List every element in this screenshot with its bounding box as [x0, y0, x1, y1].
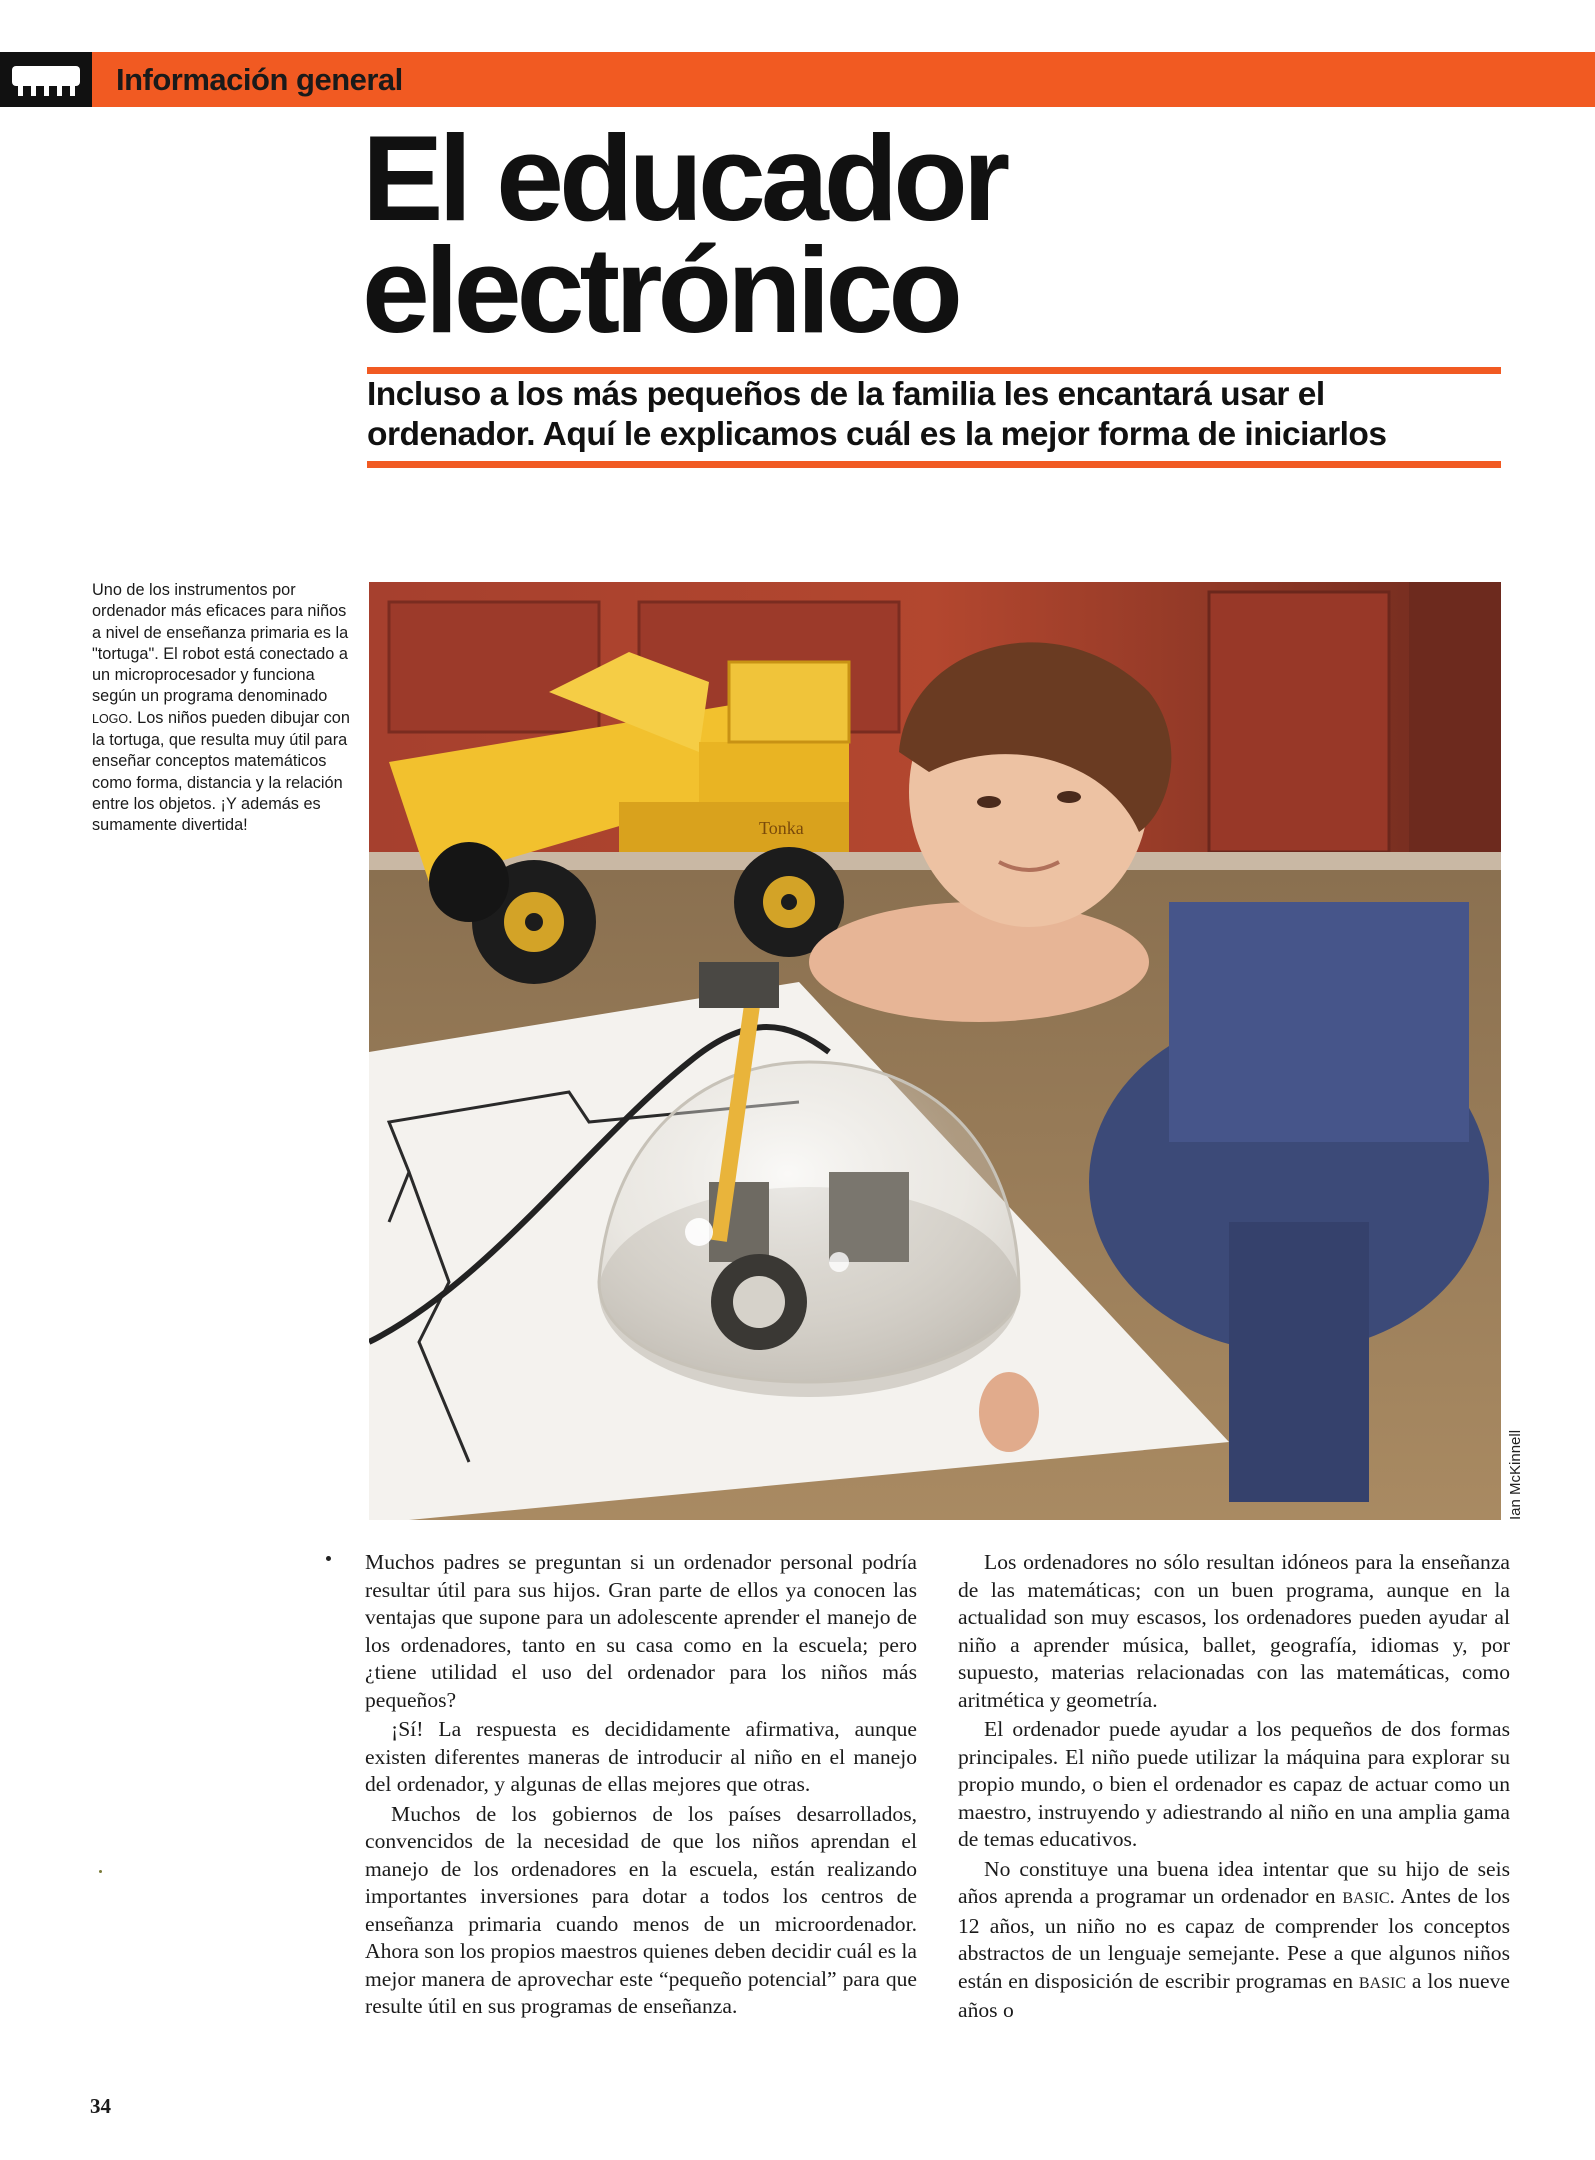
body-paragraph: ¡Sí! La respuesta es decididamente afirmativa, aunque existen diferentes maneras de introducir al niño en el manejo del ordenador, y algunas de ellas mejores que otras. [365, 1717, 917, 1796]
basic-keyword: BASIC [1342, 1890, 1390, 1907]
article-photo [369, 582, 1501, 1520]
page-number: 34 [90, 2094, 111, 2118]
subtitle-rule-top [367, 367, 1501, 374]
section-label: Información general [116, 62, 403, 97]
body-paragraph: El ordenador puede ayudar a los pequeños de dos formas principales. El niño puede utilizar la máquina para explorar su propio mundo, o bien el ordenador es capaz de actuar como un maestro, instruyendo y adiestrando al niño en una amplia gama de temas educativos. [958, 1717, 1510, 1851]
body-column-right [958, 1549, 1510, 2027]
truck-brand-text: Tonka [759, 818, 804, 838]
text-run: . Antes de los 12 años, un niño no es capaz de comprender los conceptos abstractos de un lenguaje semejante. Pese a que algunos niños están en disposición de escribir programas en [958, 1884, 1510, 1993]
photo-credit: Ian McKinnell [1507, 1429, 1524, 1520]
bullet-mark [326, 1556, 331, 1561]
caption-text-before: Uno de los instrumentos por ordenador más eficaces para niños a nivel de enseñanza primaria es la "tortuga". El robot está conectado a un microprocesador y funciona según un programa denominado [92, 581, 349, 706]
basic-keyword: BASIC [1358, 1974, 1407, 1992]
body-paragraph: Los ordenadores no sólo resultan idóneos para la enseñanza de las matemáticas; con un buen programa, aunque en la actualidad son muy escasos, los ordenadores pueden ayudar al niño a aprender música, ballet, geografía, idiomas y, por supuesto, materias relacionadas con las matemáticas, como aritmética y geometría. [958, 1550, 1510, 1712]
subtitle-line-2: ordenador. Aquí le explicamos cuál es la mejor forma de iniciarlos [367, 416, 1387, 453]
section-header-band [0, 52, 1595, 107]
article-title-line-1: El educador [362, 110, 1006, 246]
body-paragraph: Muchos padres se preguntan si un ordenador personal podría resultar útil para sus hijos. Gran parte de ellos ya conocen las ventajas que supone para un adolescente aprender el manejo de los ordenadores, tanto en su casa como en la escuela; pero ¿tiene utilidad el uso del ordenador para los niños más pequeños? [365, 1550, 917, 1712]
chip-icon [0, 52, 92, 107]
article-subtitle [367, 375, 1517, 455]
subtitle-rule-bottom [367, 461, 1501, 468]
caption-text-after: . Los niños pueden dibujar con la tortuga, que resulta muy útil para enseñar conceptos matemáticos como forma, distancia y la relación entre los objetos. ¡Y además es sumamente divertida! [92, 708, 350, 835]
article-title [362, 110, 1512, 358]
photo-caption [92, 580, 357, 837]
body-column-left [365, 1549, 917, 2023]
text-run: a los nueve años o [958, 1968, 1510, 2022]
article-title-line-2: electrónico [362, 222, 958, 358]
subtitle-line-1: Incluso a los más pequeños de la familia les encantará usar el [367, 376, 1325, 413]
margin-speck [99, 1870, 102, 1873]
body-paragraph-last [958, 1856, 1510, 2025]
caption-logo-word: LOGO [92, 711, 129, 726]
body-paragraph: Muchos de los gobiernos de los países desarrollados, convencidos de la necesidad de que los niños aprendan el manejo de los ordenadores en la escuela, están realizando importantes inversiones para dotar a todos los centros de enseñanza primaria cuando menos de un microordenador. Ahora son los propios maestros quienes deben decidir cuál es la mejor manera de aprovechar este “pequeño potencial” para que resulte útil en sus programas de enseñanza. [365, 1801, 917, 2018]
text-run: No constituye una buena idea intentar que su hijo de seis años aprenda a programar un ordenador en [958, 1856, 1510, 1908]
